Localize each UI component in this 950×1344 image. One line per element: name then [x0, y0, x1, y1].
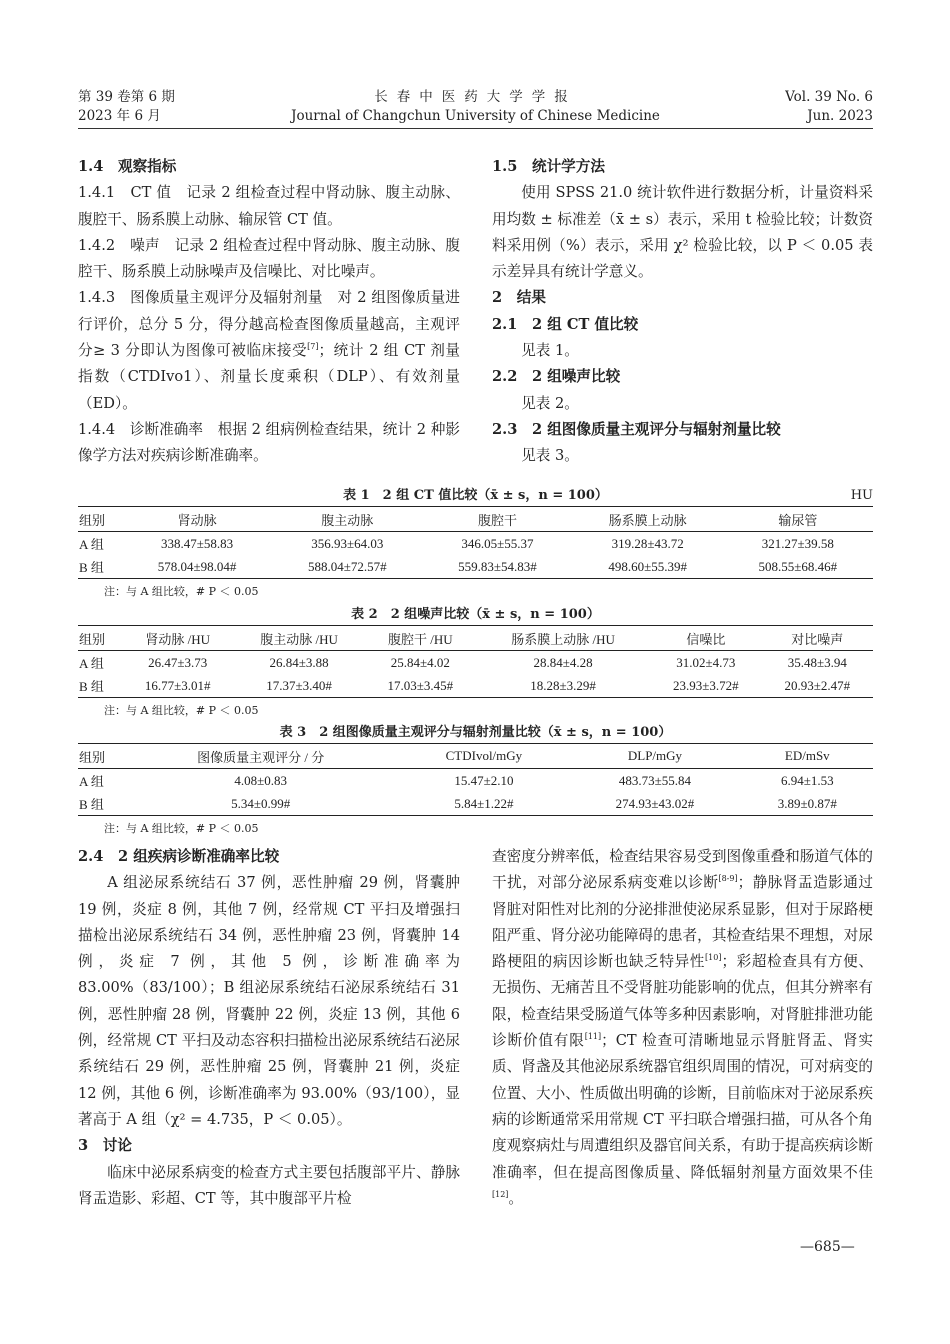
- col-header: 肾动脉: [122, 507, 272, 532]
- paragraph-text: 查密度分辨率低，检查结果容易受到图像重叠和肠道气体的干扰，对部分泌尿系病变难以诊断: [492, 848, 873, 892]
- col-header: 信噪比: [650, 626, 761, 651]
- cell: A 组: [79, 774, 104, 789]
- cell: 356.93±64.03: [311, 535, 384, 551]
- citation: [7]: [307, 342, 319, 352]
- table-note: 注：与 A 组比较，# P ＜ 0.05: [104, 704, 259, 717]
- cell: B 组: [78, 792, 122, 816]
- col-header: CTDIvol/mGy: [399, 744, 568, 769]
- paragraph: [492, 844, 873, 1212]
- col-header: 腹腔干: [422, 507, 572, 532]
- col-header: 组别: [78, 744, 122, 769]
- table-caption: 表 2 2 组噪声比较（x̄ ± s，n = 100）: [351, 607, 600, 622]
- table-caption: 表 3 2 组图像质量主观评分与辐射剂量比较（x̄ ± s，n = 100）: [279, 725, 672, 740]
- table-caption: [78, 486, 873, 506]
- section-heading: 2.3 2 组图像质量主观评分与辐射剂量比较: [492, 420, 781, 438]
- paragraph: [78, 180, 460, 233]
- col-header: 腹主动脉 /HU: [233, 626, 364, 651]
- section-heading: 1.5 统计学方法: [492, 158, 605, 175]
- col-header: 输尿管: [723, 507, 873, 532]
- table-row: [78, 674, 873, 698]
- citation: [10]: [705, 953, 722, 963]
- header-right: [785, 88, 873, 126]
- cell: 5.34±0.99#: [122, 792, 399, 816]
- cell: 26.84±3.88: [269, 654, 329, 670]
- col-header: 肠系膜上动脉 /HU: [476, 626, 650, 651]
- table-note: 注：与 A 组比较，# P ＜ 0.05: [104, 585, 259, 598]
- cell: 17.03±3.45#: [365, 674, 476, 698]
- page-number: —685—: [800, 1239, 855, 1255]
- paragraph: 使用 SPSS 21.0 统计软件进行数据分析，计量资料采用均数 ± 标准差（x̄ ± s）表示，采用 t 检验比较；计数资料采用例（%）表示，采用 χ² 检验比较，以 P ＜ 0.05 表示差异具有统计学意义。: [492, 184, 873, 281]
- cell: 346.05±55.37: [461, 535, 534, 551]
- table-1: [78, 486, 873, 601]
- cell: 17.37±3.40#: [233, 674, 364, 698]
- cell: B 组: [78, 555, 122, 579]
- paragraph: [78, 233, 460, 286]
- cell: 4.08±0.83: [234, 772, 288, 788]
- col-header: 肠系膜上动脉: [573, 507, 723, 532]
- table-note: 注：与 A 组比较，# P ＜ 0.05: [104, 822, 259, 835]
- journal-title-en: Journal of Changchun University of Chinese Medicine: [291, 108, 660, 124]
- data-table: [78, 625, 873, 698]
- data-table: [78, 743, 873, 816]
- cell: 274.93±43.02#: [568, 792, 741, 816]
- header-volume-en: Vol. 39 No. 6: [785, 89, 873, 105]
- table-caption-text: 表 1 2 组 CT 值比较（x̄ ± s，n = 100）: [343, 488, 608, 503]
- table-row: [78, 532, 873, 556]
- cell: 35.48±3.94: [787, 654, 847, 670]
- section-heading: 2.2 2 组噪声比较: [492, 368, 621, 386]
- header-center: [78, 88, 873, 126]
- table-row: [78, 792, 873, 816]
- paragraph-text: 。: [508, 1189, 524, 1207]
- cell: 498.60±55.39#: [573, 555, 723, 579]
- cell: 15.47±2.10: [454, 772, 514, 788]
- cell: 338.47±58.83: [161, 535, 234, 551]
- running-header: [78, 88, 873, 129]
- cell: 508.55±68.46#: [723, 555, 873, 579]
- paragraph-text: 记录 2 组检查过程中肾动脉、腹主动脉、腹腔干、肠系膜上动脉、输尿管 CT 值。: [78, 184, 460, 228]
- paragraph: [78, 285, 460, 416]
- cell: 28.84±4.28: [533, 654, 593, 670]
- header-date: 2023 年 6 月: [78, 108, 161, 124]
- section-heading: 2.1 2 组 CT 值比较: [492, 315, 639, 333]
- col-header: 组别: [78, 507, 122, 532]
- cell: 26.47±3.73: [148, 654, 208, 670]
- cell: 18.28±3.29#: [476, 674, 650, 698]
- col-header: ED/mSv: [742, 744, 873, 769]
- cell: 5.84±1.22#: [399, 792, 568, 816]
- paragraph: A 组泌尿系统结石 37 例，恶性肿瘤 29 例，肾囊肿 19 例，炎症 8 例，其他 7 例，经常规 CT 平扫及增强扫描检出泌尿系统结石 34 例，恶性肿瘤 23 例，肾囊肿 14 例，炎症 7 例，其他 5 例，诊断准确率为 83.00%（83/100）；B 组泌尿系统结石泌尿系统结石 31 例，恶性肿瘤 28 例，肾囊肿 22 例，炎症 13 例，其他 6 例，经常规 CT 平扫及动态容积扫描检出泌尿系统结石泌尿系统结石 29 例，恶性肿瘤 25 例，肾囊肿 21 例，炎症 12 例，其他 6 例，诊断准确率为 93.00%（93/100），显著高于 A 组（χ² = 4.735，P ＜ 0.05）。: [78, 874, 460, 1128]
- cell: 578.04±98.04#: [122, 555, 272, 579]
- cell: 16.77±3.01#: [122, 674, 233, 698]
- left-column-top: [78, 154, 460, 470]
- cell: 31.02±4.73: [676, 654, 736, 670]
- journal-title-cn: 长春中医药大学学报: [374, 89, 577, 105]
- subheading: 1.4.4 诊断准确率: [78, 420, 204, 438]
- paragraph-text: 对 2 组图像质量进行评价，总分 5 分，得分越高检查图像质量越高，主观评分≥ 3 分即认为图像可被临床接受: [78, 289, 460, 360]
- table-row: [78, 555, 873, 579]
- section-heading: 2.4 2 组疾病诊断准确率比较: [78, 848, 280, 865]
- cell: A 组: [79, 656, 104, 671]
- table-2: [78, 605, 873, 720]
- table-row: [78, 651, 873, 675]
- cell: B 组: [78, 674, 122, 698]
- section-heading: 2 结果: [492, 289, 546, 307]
- cell: 3.89±0.87#: [742, 792, 873, 816]
- right-column-top: [492, 154, 873, 470]
- paragraph: 临床中泌尿系病变的检查方式主要包括腹部平片、静脉肾盂造影、彩超、CT 等，其中腹部平片检: [78, 1163, 460, 1207]
- table-unit: HU: [850, 488, 873, 503]
- paragraph: 见表 3。: [521, 447, 579, 465]
- paragraph-text: ；彩超检查具有方便、无损伤、无痛苦且不受肾脏功能影响的优点，但其分辨率有限，检查结果受肠道气体等多种因素影响，对肾脏排泄功能诊断价值有限: [492, 953, 873, 1050]
- cell: 559.83±54.83#: [422, 555, 572, 579]
- citation: [8-9]: [718, 874, 738, 884]
- header-volume: 第 39 卷第 6 期: [78, 89, 175, 105]
- paragraph: 见表 1。: [521, 342, 579, 360]
- paragraph: [78, 417, 460, 470]
- data-table: [78, 506, 873, 579]
- cell: 483.73±55.84: [618, 772, 692, 788]
- cell: 6.94±1.53: [780, 772, 834, 788]
- citation: [11]: [584, 1032, 602, 1042]
- left-column-bottom: [78, 844, 460, 1212]
- cell: 588.04±72.57#: [272, 555, 422, 579]
- paragraph-text: 根据 2 组病例检查结果，统计 2 种影像学方法对疾病诊断准确率。: [78, 420, 460, 465]
- paragraph-text: ；CT 检查可清晰地显示肾脏肾盂、肾实质、肾盏及其他泌尿系统器官组织周围的情况，可对病变的位置、大小、性质做出明确的诊断，目前临床对于泌尿系疾病的诊断通常采用常规 CT 平扫联合增强扫描，可从各个角度观察病灶与周遭组织及器官间关系，有助于提高疾病诊断准确率，但在提高图像质量、降低辐射剂量方面效果不佳: [492, 1032, 873, 1181]
- cell: 319.28±43.72: [611, 535, 684, 551]
- subheading: 1.4.1 CT 值: [78, 184, 172, 202]
- cell: 25.84±4.02: [390, 654, 450, 670]
- section-heading: 1.4 观察指标: [78, 158, 177, 175]
- table-3: [78, 723, 873, 838]
- right-column-bottom: [492, 844, 873, 1212]
- paragraph: 见表 2。: [521, 394, 579, 412]
- col-header: 图像质量主观评分 / 分: [122, 744, 399, 769]
- col-header: DLP/mGy: [568, 744, 741, 769]
- subheading: 1.4.2 噪声: [78, 236, 160, 254]
- cell: A 组: [79, 537, 104, 552]
- citation: [12]: [492, 1190, 509, 1199]
- header-date-en: Jun. 2023: [807, 108, 873, 124]
- col-header: 组别: [78, 626, 122, 651]
- cell: 321.27±39.58: [761, 535, 834, 551]
- paragraph-text: 记录 2 组检查过程中肾动脉、腹主动脉、腹腔干、肠系膜上动脉噪声及信噪比、对比噪声。: [78, 236, 460, 281]
- col-header: 对比噪声: [762, 626, 873, 651]
- col-header: 肾动脉 /HU: [122, 626, 233, 651]
- subheading: 1.4.3 图像质量主观评分及辐射剂量: [78, 289, 323, 307]
- col-header: 腹主动脉: [272, 507, 422, 532]
- section-heading: 3 讨论: [78, 1137, 132, 1155]
- cell: 23.93±3.72#: [650, 674, 761, 698]
- table-row: [78, 769, 873, 793]
- paragraph-text: ；统计 2 组 CT 剂量指数（CTDIvo1）、剂量长度乘积（DLP）、有效剂量（ED）。: [78, 342, 460, 412]
- paragraph-text: ；静脉肾盂造影通过肾脏对阳性对比剂的分泌排泄使泌尿系显影，但对于尿路梗阻严重、肾分泌功能障碍的患者，其检查结果不理想，对尿路梗阻的病因诊断也缺乏特异性: [492, 874, 873, 971]
- col-header: 腹腔干 /HU: [365, 626, 476, 651]
- cell: 20.93±2.47#: [762, 674, 873, 698]
